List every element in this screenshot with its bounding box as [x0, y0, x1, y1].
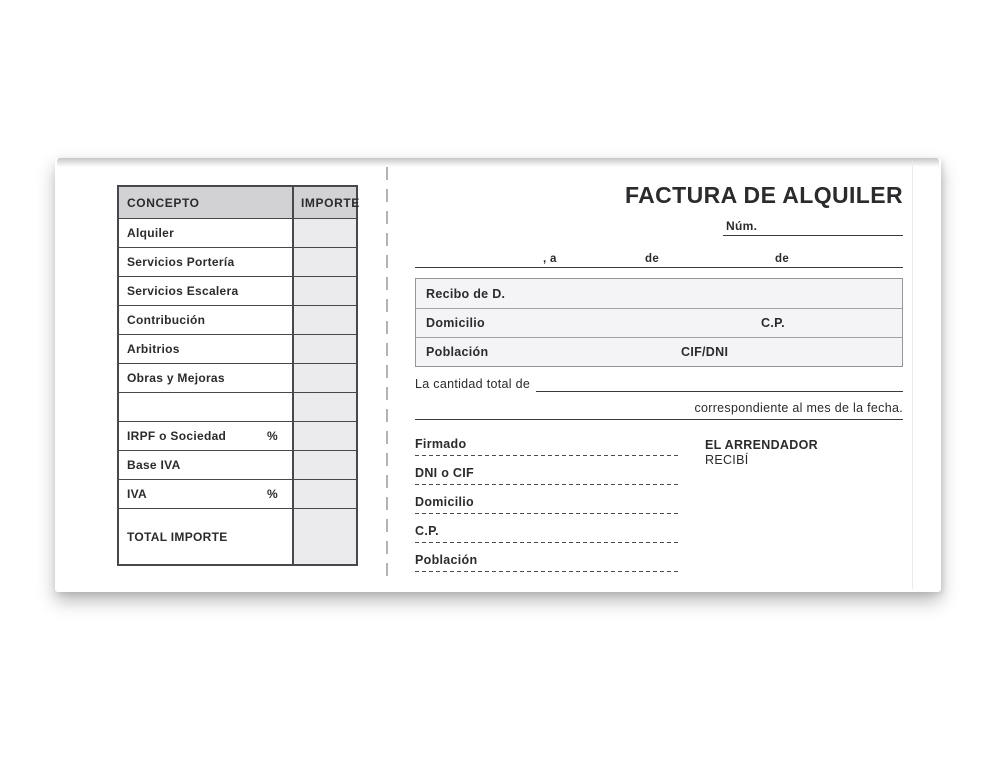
row-label: [119, 335, 292, 363]
row-label: [119, 422, 292, 450]
importe-cell: [292, 364, 356, 392]
amount-continuation-line: correspondiente al mes de la fecha.: [415, 401, 903, 420]
table-row-irpf: [119, 421, 356, 450]
recipient-row-address: [416, 308, 902, 337]
dashed-write-line: [415, 483, 678, 485]
importe-cell: [292, 451, 356, 479]
total-label: [119, 509, 292, 564]
recibo-label: Recibo de D.: [426, 286, 506, 301]
table-row-servicios-escalera: [119, 276, 356, 305]
row-label-text: Base IVA: [127, 458, 181, 472]
concepto-header: CONCEPTO: [119, 187, 292, 218]
table-header-row: [119, 187, 360, 218]
table-row-base-iva: [119, 450, 356, 479]
row-label-text: Contribución: [127, 313, 206, 327]
row-label: [119, 393, 292, 421]
row-label-text: Obras y Mejoras: [127, 371, 225, 385]
importe-cell: [292, 480, 356, 508]
importe-cell: [292, 219, 356, 247]
date-de-2: de: [775, 253, 790, 265]
importe-cell: [292, 393, 356, 421]
date-de-1: de: [645, 253, 660, 265]
field-label: Domicilio: [415, 495, 474, 509]
field-label: DNI o CIF: [415, 466, 474, 480]
num-label: Núm.: [726, 219, 758, 233]
invoice-title: FACTURA DE ALQUILER: [624, 182, 903, 208]
percent-sign: %: [267, 429, 278, 443]
importe-header: IMPORTE: [292, 187, 356, 218]
dashed-write-line: [415, 541, 678, 543]
field-label: C.P.: [415, 524, 439, 538]
table-row-total: [119, 508, 356, 564]
row-label-text: Alquiler: [127, 226, 175, 240]
invoice-sheet: [55, 158, 941, 592]
field-domicilio: [415, 495, 678, 524]
amount-label: La cantidad total de: [415, 377, 531, 391]
row-label-text: Servicios Portería: [127, 255, 235, 269]
landlord-fields: [415, 437, 678, 582]
field-label: Firmado: [415, 437, 467, 451]
dashed-write-line: [415, 454, 678, 456]
field-label: Población: [415, 553, 478, 567]
concept-table: [117, 185, 358, 566]
importe-cell: [292, 248, 356, 276]
cif-dni-label: CIF/DNI: [681, 345, 729, 359]
row-label: [119, 480, 292, 508]
table-row-empty: [119, 392, 356, 421]
amount-write-line: [536, 376, 903, 392]
field-dni-o-cif: [415, 466, 678, 495]
total-label-text: TOTAL IMPORTE: [127, 529, 228, 544]
row-label-text: IRPF o Sociedad: [127, 429, 227, 443]
importe-cell: [292, 422, 356, 450]
importe-cell: [292, 277, 356, 305]
dashed-write-line: [415, 570, 678, 572]
field-firmado: [415, 437, 678, 466]
table-row-arbitrios: [119, 334, 356, 363]
row-label: [119, 306, 292, 334]
signature-block: [705, 438, 818, 468]
cp-label: C.P.: [761, 316, 785, 330]
sheet-top-shadow: [57, 158, 939, 167]
recibi-label: RECIBÍ: [705, 453, 749, 467]
table-row-servicios-porteria: [119, 247, 356, 276]
row-label: [119, 248, 292, 276]
page-fold-line: [912, 161, 913, 589]
table-row-alquiler: [119, 218, 356, 247]
date-comma-a: , a: [543, 253, 557, 265]
table-row-iva: [119, 479, 356, 508]
el-arrendador-label: EL ARRENDADOR: [705, 438, 818, 452]
row-label-text: IVA: [127, 487, 148, 501]
date-line: [415, 252, 903, 268]
invoice-number-line: [723, 216, 903, 236]
importe-cell: [292, 335, 356, 363]
recipient-box: [415, 278, 903, 367]
row-label: [119, 451, 292, 479]
poblacion-label: Población: [426, 345, 489, 359]
table-row-contribucion: [119, 305, 356, 334]
importe-cell: [292, 306, 356, 334]
row-label-text: Arbitrios: [127, 342, 180, 356]
field-cp: [415, 524, 678, 553]
recipient-row-city: [416, 337, 902, 366]
total-importe-cell: [292, 509, 356, 564]
table-row-obras-y-mejoras: [119, 363, 356, 392]
amount-line: [415, 376, 903, 392]
recipient-row-name: [416, 279, 902, 308]
percent-sign: %: [267, 487, 278, 501]
row-label: [119, 364, 292, 392]
dashed-write-line: [415, 512, 678, 514]
row-label: [119, 219, 292, 247]
perforation-line: [386, 167, 388, 585]
row-label: [119, 277, 292, 305]
row-label-text: Servicios Escalera: [127, 284, 239, 298]
domicilio-label: Domicilio: [426, 316, 485, 330]
field-poblacion: [415, 553, 678, 582]
